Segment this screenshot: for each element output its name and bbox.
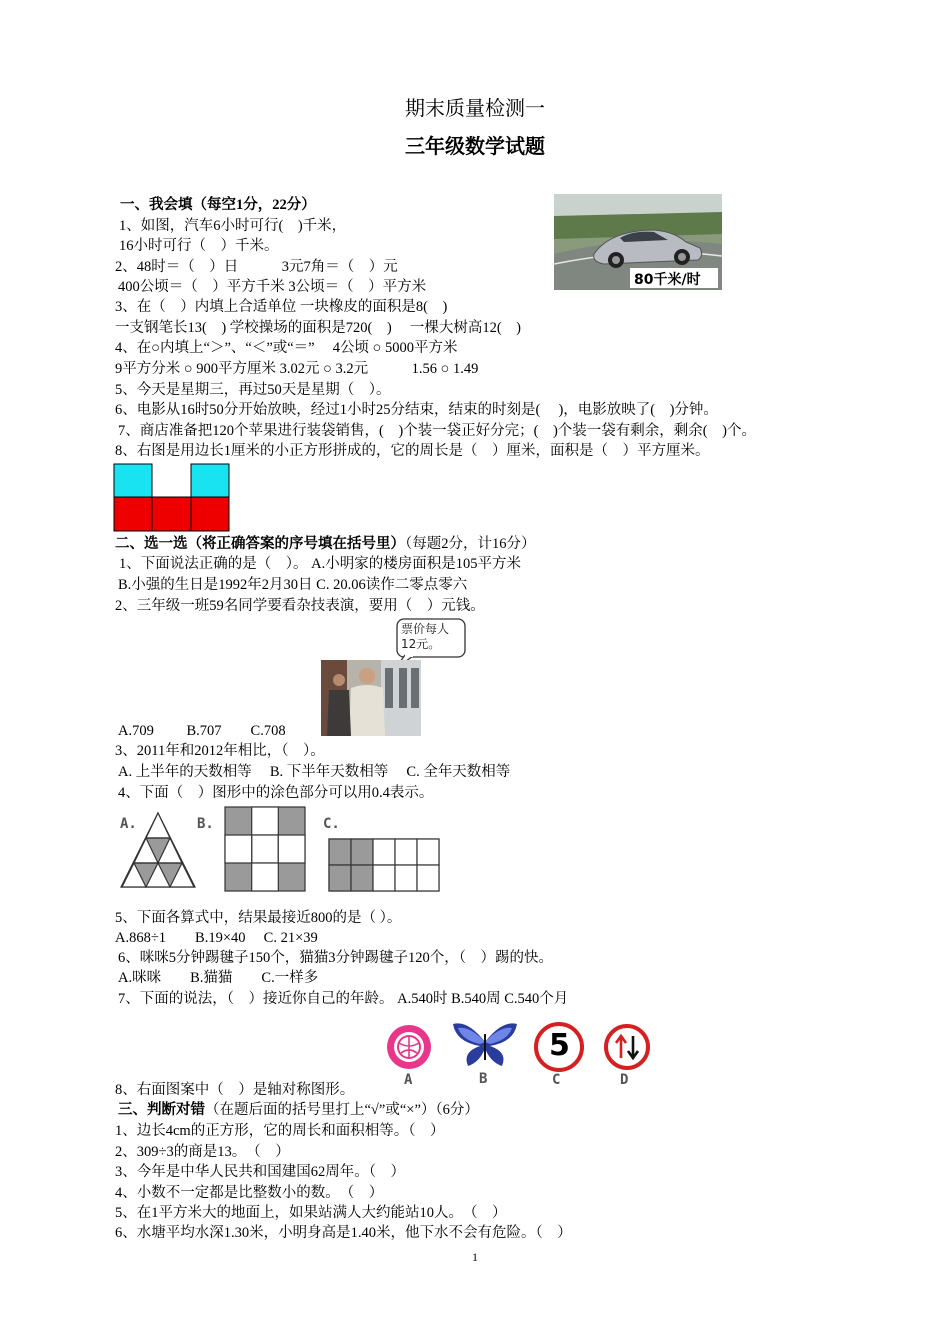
speed-limit-number: 5 xyxy=(549,1028,570,1063)
section2-heading: 二、选一选（将正确答案的序号填在括号里） xyxy=(115,536,405,552)
question-line: 4、在○内填上“＞”、“＜”或“＝” 4公顷 ○ 5000平方米 xyxy=(115,340,458,356)
speed-label: 80千米/时 xyxy=(634,272,701,288)
page-title: 期末质量检测一 xyxy=(405,98,545,120)
judgement-line: 4、小数不一定都是比整数小的数。 （ ） xyxy=(115,1185,384,1201)
ticket-price-text: 票价每人12元。 xyxy=(401,622,450,651)
question-options: A.709 B.707 C.708 xyxy=(118,723,286,739)
judgement-line: 6、水塘平均水深1.30米，小明身高是1.40米，他下水不会有危险。（ ） xyxy=(115,1225,572,1241)
triangle-shape-a xyxy=(118,810,198,890)
shape-label-c: C. xyxy=(323,816,340,832)
section3-note: （在题后面的括号里打上“√”或“×”）（6分） xyxy=(205,1102,479,1118)
shape-label-b: B. xyxy=(197,816,214,832)
page-number: 1 xyxy=(472,1250,478,1264)
section3-heading-line xyxy=(118,1101,479,1119)
question-line: A. 上半年的天数相等 B. 下半年天数相等 C. 全年天数相等 xyxy=(118,764,511,780)
question-line: 400公顷＝（ ）平方千米 3公顷＝（ ）平方米 xyxy=(118,279,427,295)
shape-label-a: A. xyxy=(120,816,137,832)
question-line: 7、商店准备把120个苹果进行装袋销售，( )个装一袋正好分完；( )个装一袋有剩余，剩余( )个。 xyxy=(118,423,756,439)
symbol-label-a: A xyxy=(404,1072,413,1088)
symbol-label-d: D xyxy=(620,1072,629,1088)
grid-shape-b xyxy=(224,806,306,892)
question-line: 一支钢笔长13( ) 学校操场的面积是720( ) 一棵大树高12( ) xyxy=(115,320,521,336)
question-line: 3、2011年和2012年相比，（ ）。 xyxy=(115,743,325,759)
question-line: 16小时可行（ ）千米。 xyxy=(119,238,279,254)
people-photo xyxy=(321,660,421,736)
section2-note: （每题2分，计16分） xyxy=(405,536,536,552)
grid-shape-c xyxy=(328,838,440,892)
page-subtitle: 三年级数学试题 xyxy=(405,136,545,158)
question-line: 1、下面说法正确的是（ ）。 A.小明家的楼房面积是105平方米 xyxy=(119,556,521,572)
question-line: 9平方分米 ○ 900平方厘米 3.02元 ○ 3.2元 1.56 ○ 1.49 xyxy=(115,361,479,377)
symbol-label-b: B xyxy=(479,1071,488,1087)
symbol-label-c: C xyxy=(552,1072,561,1088)
question-line: 6、电影从16时50分开始放映，经过1小时25分结束，结束的时刻是( )，电影放映了( )分钟。 xyxy=(115,402,718,418)
question-line: 5、今天是星期三，再过50天是星期（ ）。 xyxy=(115,382,391,398)
no-two-way-sign-icon xyxy=(604,1022,650,1072)
question-line: 7、下面的说法，（ ）接近你自己的年龄。 A.540时 B.540周 C.540个月 xyxy=(118,991,569,1007)
question-line: 8、右面图案中（ ）是轴对称图形。 xyxy=(115,1082,355,1098)
question-options: A.868÷1 B.19×40 C. 21×39 xyxy=(115,930,318,946)
section2-heading-line xyxy=(115,535,536,553)
question-line: 1、如图，汽车6小时可行( )千米， xyxy=(119,218,347,234)
judgement-line: 1、边长4cm的正方形，它的周长和面积相等。（ ） xyxy=(115,1123,445,1139)
judgement-line: 5、在1平方米大的地面上，如果站满人大约能站10人。 （ ） xyxy=(115,1205,507,1221)
basketball-icon xyxy=(385,1023,433,1071)
question-line: 3、在（ ）内填上合适单位 一块橡皮的面积是8( ) xyxy=(115,299,448,315)
question-line: B.小强的生日是1992年2月30日 C. 20.06读作二零点零六 xyxy=(118,577,468,593)
car-photo xyxy=(554,194,722,290)
section1-heading: 一、我会填（每空1分，22分） xyxy=(120,197,316,213)
butterfly-icon xyxy=(450,1020,520,1070)
question-line: 6、咪咪5分钟踢毽子150个，猫猫3分钟踢毽子120个，（ ）踢的快。 xyxy=(118,950,553,966)
section3-heading: 三、判断对错 xyxy=(118,1102,205,1118)
judgement-line: 3、今年是中华人民共和国建国62周年。（ ） xyxy=(115,1164,405,1180)
question-line: 8、右图是用边长1厘米的小正方形拼成的，它的周长是（ ）厘米，面积是（ ）平方厘米。 xyxy=(115,443,710,459)
question-line: 2、48时＝（ ）日 3元7角＝（ ）元 xyxy=(115,259,398,275)
square-composite-figure xyxy=(113,463,233,533)
question-line: 2、三年级一班59名同学要看杂技表演，要用（ ）元钱。 xyxy=(115,598,485,614)
question-options: A.咪咪 B.猫猫 C.一样多 xyxy=(118,970,319,986)
question-line: 5、下面各算式中，结果最接近800的是（ ）。 xyxy=(115,910,402,926)
question-line: 4、下面（ ）图形中的涂色部分可以用0.4表示。 xyxy=(118,785,434,801)
judgement-line: 2、309÷3的商是13。 （ ） xyxy=(115,1144,290,1160)
